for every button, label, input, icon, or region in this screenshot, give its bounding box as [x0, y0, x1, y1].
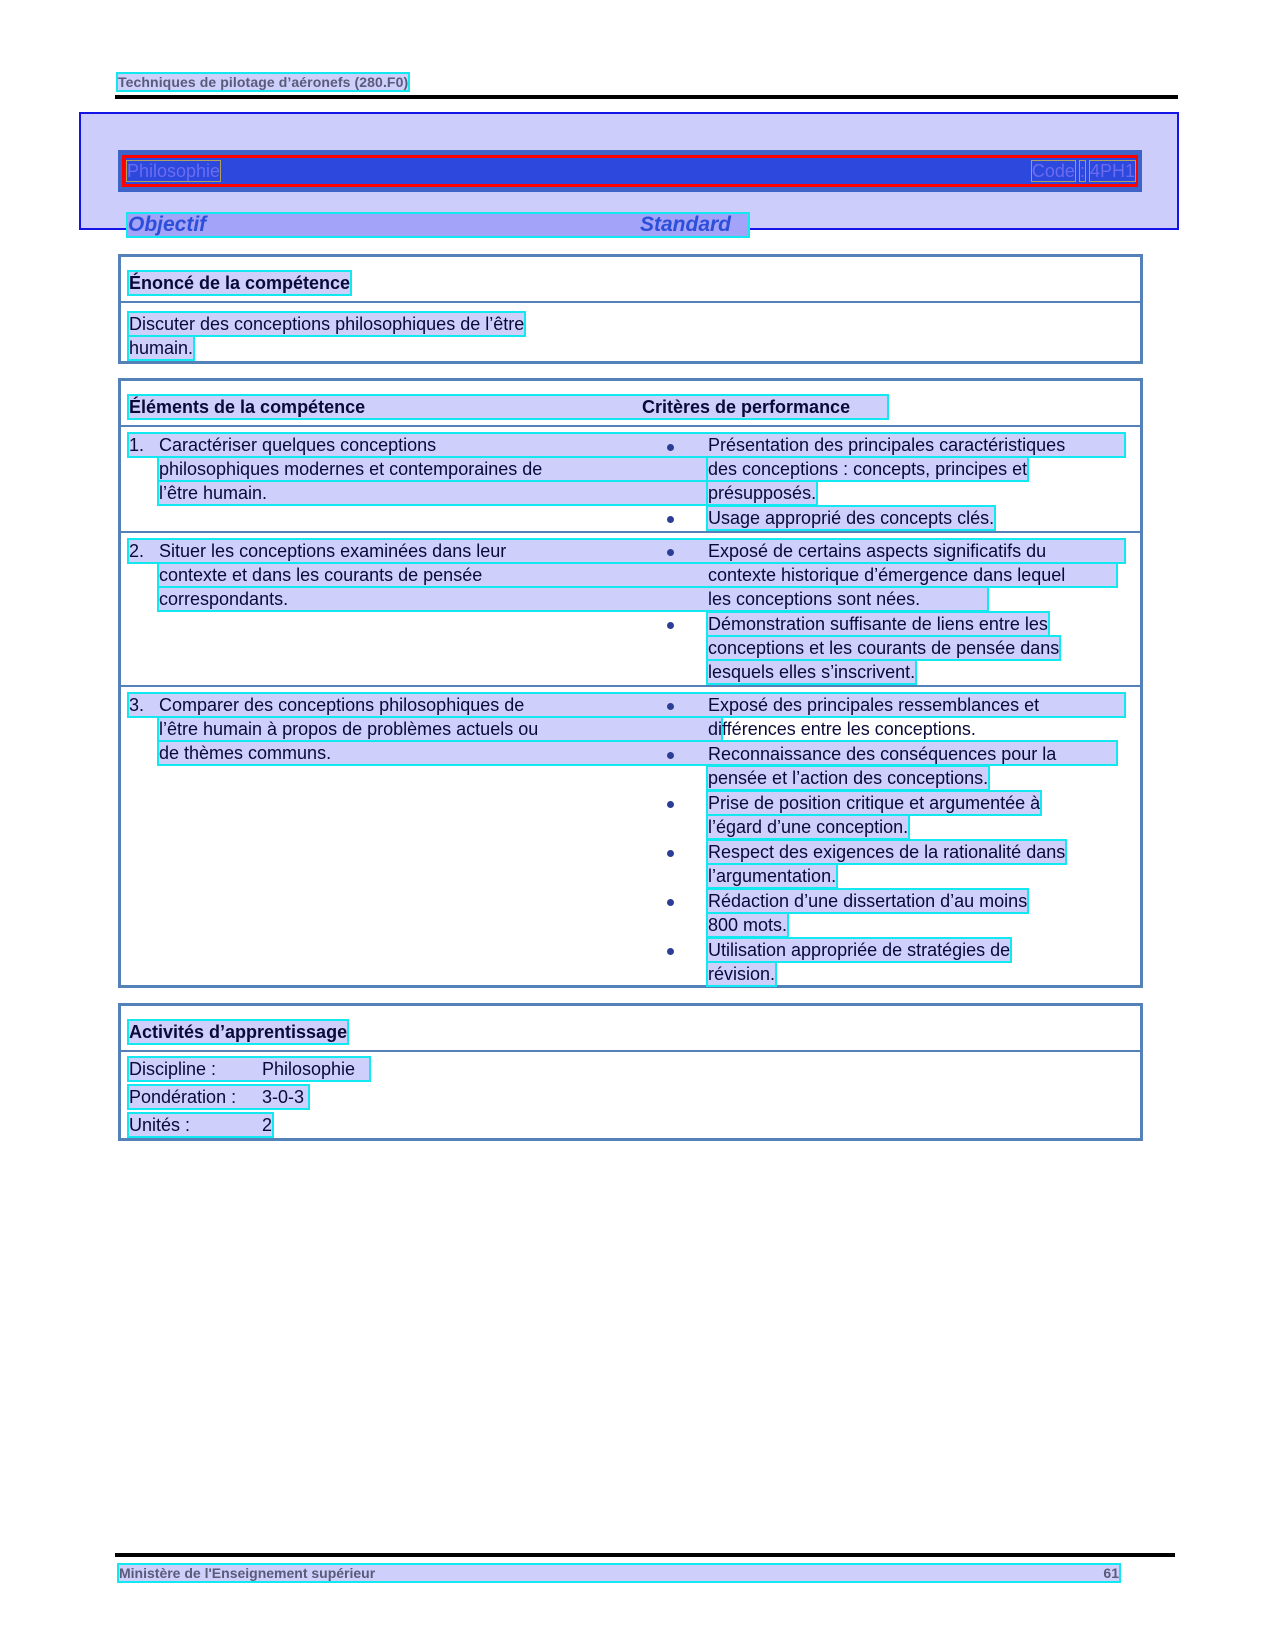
- element-2-number: 2.: [129, 541, 145, 561]
- footer-rule: [115, 1553, 1175, 1557]
- enonce-divider: [121, 301, 1140, 303]
- criterion-2-2-line-3: lesquels elles s’inscrivent.: [708, 662, 916, 682]
- criterion-1-1-line-3: présupposés.: [708, 483, 817, 503]
- element-1-line-3: l’être humain.: [159, 482, 721, 504]
- bullet-icon: [667, 444, 674, 451]
- criterion-3-2-line-1: Reconnaissance des conséquences pour la: [708, 744, 1057, 764]
- bullet-icon: [667, 752, 674, 759]
- standard-heading: Standard: [640, 213, 732, 236]
- element-2-line-2: contexte et dans les courants de pensée: [159, 564, 1116, 586]
- element-1-line-2: philosophiques modernes et contemporaines de: [159, 458, 721, 480]
- course-code-value: 4PH1: [1089, 161, 1135, 181]
- criterion-3-1-line-2: différences entre les conceptions.: [708, 719, 976, 739]
- field-ponderation-value: 3-0-3: [262, 1087, 305, 1107]
- criterion-1-1-line-1: Présentation des principales caractéristiques: [708, 435, 1066, 455]
- header-rule: [115, 95, 1178, 99]
- activites-title: Activités d’apprentissage: [129, 1022, 348, 1042]
- element-2-text-1: Situer les conceptions examinées dans leur: [159, 541, 507, 561]
- criterion-3-6-line-1: Utilisation appropriée de stratégies de: [708, 940, 1011, 960]
- criterion-3-3-line-2: l’égard d’une conception.: [708, 817, 909, 837]
- criterion-1-2-line-1: Usage approprié des concepts clés.: [708, 508, 995, 528]
- criterion-2-1-line-1: Exposé de certains aspects significatifs du: [708, 541, 1047, 561]
- row-1-divider: [121, 531, 1140, 533]
- enonce-table: [118, 254, 1143, 364]
- criterion-2-2-line-2: conceptions et les courants de pensée dans: [708, 638, 1060, 658]
- element-3-number: 3.: [129, 695, 145, 715]
- criterion-2-1-line-2: contexte historique d’émergence dans lequel: [708, 565, 1066, 585]
- enonce-line-2: humain.: [129, 338, 194, 358]
- bullet-icon: [667, 850, 674, 857]
- criteria-column-title: Critères de performance: [642, 397, 851, 417]
- activites-table: [118, 1003, 1143, 1141]
- footer-ministry: Ministère de l'Enseignement supérieur: [119, 1565, 376, 1581]
- course-name: Philosophie: [127, 161, 221, 181]
- course-title-bar: [118, 150, 1142, 192]
- objective-standard-headings: [128, 214, 748, 236]
- field-ponderation: [129, 1086, 308, 1108]
- bullet-icon: [667, 516, 674, 523]
- criterion-3-6-line-2: révision.: [708, 964, 776, 984]
- field-discipline: [129, 1058, 369, 1080]
- element-2-line-3: correspondants.: [159, 588, 987, 610]
- element-1-text-1: Caractériser quelques conceptions: [159, 435, 437, 455]
- footer-page-number: 61: [1103, 1565, 1119, 1581]
- field-discipline-label: Discipline :: [129, 1059, 217, 1079]
- criterion-2-1-line-3: les conceptions sont nées.: [708, 589, 921, 609]
- bullet-icon: [667, 899, 674, 906]
- field-ponderation-label: Pondération :: [129, 1087, 237, 1107]
- enonce-title: Énoncé de la compétence: [129, 273, 351, 293]
- criterion-1-1-line-2: des conceptions : concepts, principes et: [708, 459, 1028, 479]
- element-3-line-2: l’être humain à propos de problèmes actuels ou: [159, 718, 721, 740]
- criterion-3-2-line-2: pensée et l’action des conceptions.: [708, 768, 989, 788]
- field-unites: [129, 1114, 272, 1136]
- bullet-icon: [667, 703, 674, 710]
- page-footer: [119, 1565, 1119, 1581]
- activites-divider: [121, 1050, 1140, 1052]
- field-unites-value: 2: [262, 1115, 273, 1135]
- course-code-label: Code: [1031, 161, 1075, 181]
- bullet-icon: [667, 549, 674, 556]
- element-3-text-1: Comparer des conceptions philosophiques de: [159, 695, 525, 715]
- objective-heading: Objectif: [128, 213, 207, 236]
- criterion-3-4-line-2: l’argumentation.: [708, 866, 837, 886]
- enonce-line-1: Discuter des conceptions philosophiques de l’être: [129, 314, 525, 334]
- row-2-divider: [121, 685, 1140, 687]
- criterion-3-1-line-1: Exposé des principales ressemblances et: [708, 695, 1040, 715]
- page-header-program: Techniques de pilotage d’aéronefs (280.F0): [118, 74, 409, 90]
- element-3-line-3: de thèmes communs.: [159, 742, 1116, 764]
- criterion-3-3-line-1: Prise de position critique et argumentée à: [708, 793, 1041, 813]
- field-discipline-value: Philosophie: [262, 1059, 356, 1079]
- criterion-3-4-line-1: Respect des exigences de la rationalité dans: [708, 842, 1066, 862]
- field-unites-label: Unités :: [129, 1115, 191, 1135]
- course-title-bar-inner: [122, 155, 1138, 187]
- criterion-3-5-line-1: Rédaction d’une dissertation d’au moins: [708, 891, 1028, 911]
- element-1-number: 1.: [129, 435, 145, 455]
- bullet-icon: [667, 801, 674, 808]
- criterion-3-5-line-2: 800 mots.: [708, 915, 788, 935]
- course-code-separator: :: [1079, 161, 1085, 181]
- elements-criteria-table: [118, 378, 1143, 988]
- elements-header-divider: [121, 425, 1140, 427]
- bullet-icon: [667, 622, 674, 629]
- elements-column-title: Éléments de la compétence: [129, 397, 366, 417]
- course-code: [1032, 161, 1135, 181]
- bullet-icon: [667, 948, 674, 955]
- criterion-2-2-line-1: Démonstration suffisante de liens entre les: [708, 614, 1048, 634]
